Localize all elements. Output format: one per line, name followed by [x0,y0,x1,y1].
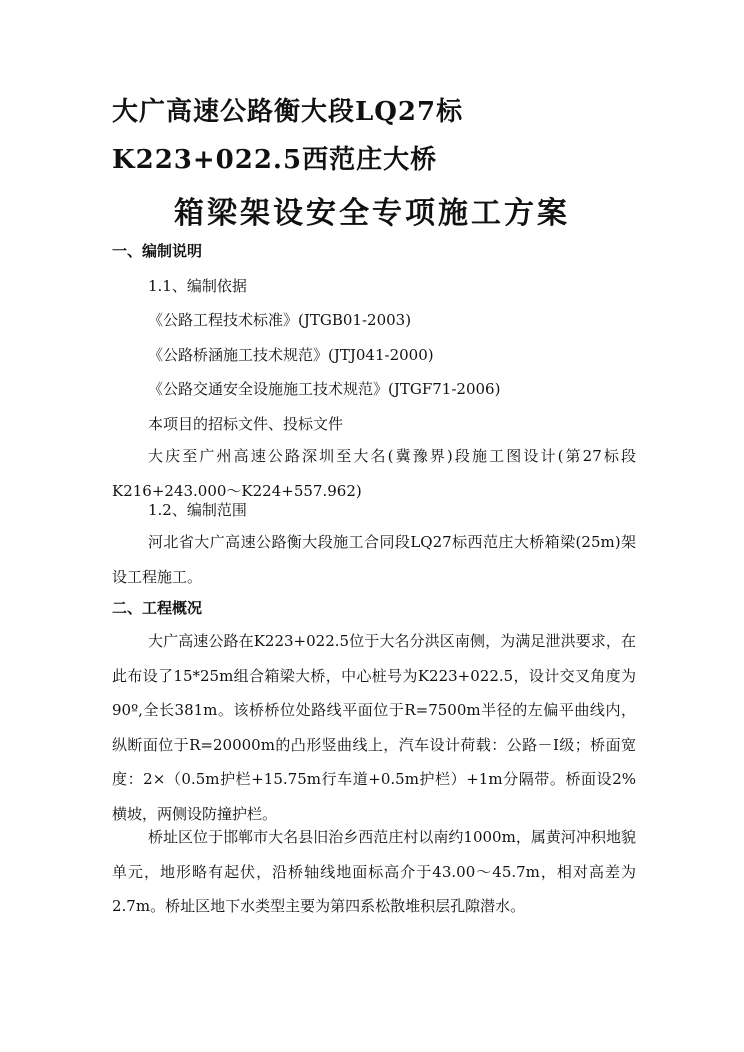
section-1-heading: 一、编制说明 [112,242,203,260]
document-title: 大广高速公路衡大段LQ27标K223+022.5西范庄大桥 [112,97,464,175]
document-subtitle: 箱梁架设安全专项施工方案 [174,196,570,231]
section-2-heading: 二、工程概况 [112,599,203,617]
reference-item: 《公路桥涵施工技术规范》(JTJ041-2000) [148,346,434,364]
overview-paragraph-2: 桥址区位于邯郸市大名县旧治乡西范庄村以南约1000m，属黄河冲积地貌单元，地形略有起伏，沿桥轴线地面标高介于43.00～45.7m，相对高差为2.7m。桥址区地下水类型主要为第四系松散堆积层孔隙潜水。 [112,828,636,915]
subsection-1-1: 1.1、编制依据 [148,277,247,295]
reference-item: 《公路交通安全设施施工技术规范》(JTGF71-2006) [148,380,501,398]
reference-item: 本项目的招标文件、投标文件 [148,415,344,433]
overview-paragraph-1: 大广高速公路在K223+022.5位于大名分洪区南侧，为满足泄洪要求，在此布设了15*25m组合箱梁大桥，中心桩号为K223+022.5，设计交叉角度为90º,全长381m。该桥桥位处路线平面位于R=7500m半径的左偏平曲线内，纵断面位于R=20000m的凸形竖曲线上，汽车设计荷载：公路－Ⅰ级；桥面宽度：2×（0.5m护栏+15.75m行车道+0.5m护栏）+1m分隔带。桥面设2%横坡，两侧设防撞护栏。 [112,632,636,823]
design-reference-paragraph: 大庆至广州高速公路深圳至大名(冀豫界)段施工图设计(第27标段K216+243.000～K224+557.962) [112,447,636,500]
reference-item: 《公路工程技术标准》(JTGB01-2003) [148,311,412,329]
subsection-1-2: 1.2、编制范围 [148,501,247,519]
scope-paragraph: 河北省大广高速公路衡大段施工合同段LQ27标西范庄大桥箱梁(25m)架设工程施工。 [112,533,636,586]
